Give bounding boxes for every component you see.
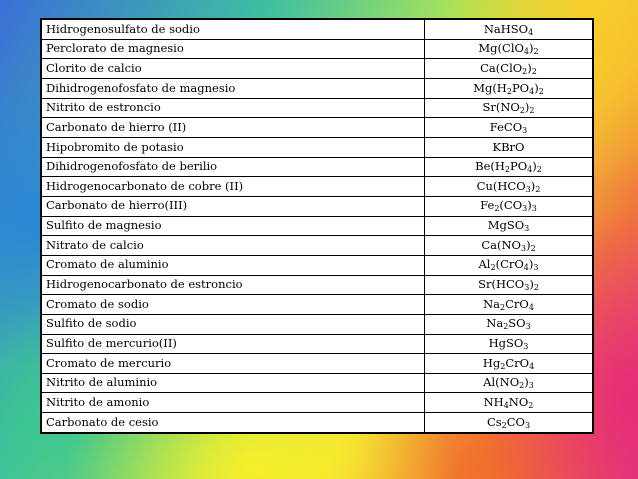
formula-subscript: 2 bbox=[538, 86, 544, 96]
compound-formula-cell bbox=[425, 78, 593, 98]
table-row bbox=[42, 334, 593, 354]
compound-name-cell: Dihidrogenofosfato de berilio bbox=[42, 157, 425, 177]
formula-subscript: 2 bbox=[519, 381, 525, 391]
compound-formula-cell bbox=[425, 334, 593, 354]
compound-formula-cell bbox=[425, 236, 593, 256]
formula-text: Al bbox=[478, 257, 491, 272]
table-row bbox=[42, 78, 593, 98]
compound-formula-cell bbox=[425, 177, 593, 197]
formula-text: SO bbox=[508, 316, 526, 331]
compound-formula-cell bbox=[425, 118, 593, 138]
formula-text: ) bbox=[528, 257, 534, 272]
formula-text: ) bbox=[532, 159, 537, 174]
formula-subscript: 4 bbox=[503, 401, 509, 411]
table-row bbox=[42, 216, 593, 236]
compounds-table-body bbox=[42, 20, 593, 433]
table-row bbox=[42, 393, 593, 413]
formula-subscript: 2 bbox=[490, 263, 496, 273]
formula-subscript: 2 bbox=[501, 420, 507, 430]
formula-subscript: 2 bbox=[530, 243, 536, 253]
formula-subscript: 4 bbox=[528, 27, 534, 37]
table-row bbox=[42, 413, 593, 433]
formula-subscript: 4 bbox=[528, 302, 534, 312]
formula-subscript: 2 bbox=[533, 47, 539, 57]
formula-text: ) bbox=[526, 237, 531, 252]
formula-text: CO bbox=[506, 414, 525, 429]
table-row bbox=[42, 354, 593, 374]
formula-subscript: 2 bbox=[535, 184, 541, 194]
compounds-table bbox=[41, 19, 593, 433]
table-row bbox=[42, 137, 593, 157]
formula-subscript: 3 bbox=[524, 224, 530, 234]
formula-text: Be(H bbox=[475, 159, 505, 174]
compound-name-cell: Sulfito de magnesio bbox=[42, 216, 425, 236]
formula-subscript: 3 bbox=[531, 204, 537, 214]
compound-name-cell: Nitrito de aluminio bbox=[42, 373, 425, 393]
formula-text: Fe bbox=[480, 198, 495, 213]
formula-subscript: 2 bbox=[506, 86, 512, 96]
formula-subscript: 3 bbox=[524, 283, 530, 293]
compound-formula-cell bbox=[425, 59, 593, 79]
formula-subscript: 2 bbox=[503, 322, 509, 332]
table-row bbox=[42, 314, 593, 334]
compound-name-cell: Hidrogenosulfato de sodio bbox=[42, 20, 425, 40]
table-row bbox=[42, 39, 593, 59]
compound-formula-cell bbox=[425, 295, 593, 315]
formula-text: Na bbox=[483, 296, 500, 311]
formula-text: HgSO bbox=[488, 336, 524, 351]
compound-name-cell: Sulfito de mercurio(II) bbox=[42, 334, 425, 354]
formula-subscript: 3 bbox=[522, 204, 528, 214]
formula-subscript: 2 bbox=[500, 302, 506, 312]
formula-text: Al(NO bbox=[483, 375, 520, 390]
formula-text: Sr(NO bbox=[482, 100, 520, 115]
formula-text: CrO bbox=[505, 296, 529, 311]
compound-formula-cell bbox=[425, 373, 593, 393]
formula-subscript: 4 bbox=[529, 361, 535, 371]
compound-formula-cell bbox=[425, 255, 593, 275]
compound-name-cell: Sulfito de sodio bbox=[42, 314, 425, 334]
compound-name-cell: Hidrogenocarbonato de cobre (II) bbox=[42, 177, 425, 197]
compound-name-cell: Carbonato de hierro(III) bbox=[42, 196, 425, 216]
compound-name-cell: Hipobromito de potasio bbox=[42, 137, 425, 157]
table-row bbox=[42, 20, 593, 40]
compound-name-cell: Hidrogenocarbonato de estroncio bbox=[42, 275, 425, 295]
formula-subscript: 3 bbox=[520, 243, 527, 253]
formula-text: NH bbox=[483, 395, 504, 410]
formula-text: Sr(HCO bbox=[478, 277, 525, 292]
formula-text: ) bbox=[529, 41, 534, 56]
formula-subscript: 2 bbox=[522, 66, 528, 76]
formula-text: KBrO bbox=[492, 139, 525, 154]
compound-name-cell: Cromato de mercurio bbox=[42, 354, 425, 374]
compound-formula-cell bbox=[425, 314, 593, 334]
formula-text: NaHSO bbox=[483, 21, 529, 36]
formula-text: ) bbox=[527, 198, 532, 213]
formula-subscript: 4 bbox=[527, 165, 533, 175]
formula-subscript: 3 bbox=[522, 125, 528, 135]
formula-subscript: 4 bbox=[523, 47, 530, 57]
formula-subscript: 2 bbox=[536, 165, 542, 175]
formula-subscript: 2 bbox=[529, 106, 535, 116]
compound-formula-cell bbox=[425, 20, 593, 40]
formula-text: Mg(ClO bbox=[478, 41, 524, 56]
compound-formula-cell bbox=[425, 157, 593, 177]
formula-text: Hg bbox=[482, 355, 501, 370]
table-row bbox=[42, 98, 593, 118]
formula-subscript: 2 bbox=[494, 204, 500, 214]
formula-text: Cs bbox=[486, 414, 502, 429]
formula-text: PO bbox=[510, 159, 528, 174]
formula-text: Ca(ClO bbox=[480, 60, 523, 75]
formula-subscript: 3 bbox=[525, 322, 531, 332]
compound-name-cell: Carbonato de hierro (II) bbox=[42, 118, 425, 138]
compound-formula-cell bbox=[425, 196, 593, 216]
compound-formula-cell bbox=[425, 137, 593, 157]
formula-subscript: 3 bbox=[533, 263, 539, 273]
formula-subscript: 3 bbox=[528, 381, 534, 391]
table-row bbox=[42, 236, 593, 256]
formula-subscript: 4 bbox=[529, 86, 535, 96]
table-row bbox=[42, 275, 593, 295]
formula-text: ) bbox=[530, 178, 536, 193]
formula-text: (CO bbox=[499, 198, 523, 213]
compound-formula-cell bbox=[425, 39, 593, 59]
compound-name-cell: Nitrato de calcio bbox=[42, 236, 425, 256]
formula-text: ) bbox=[524, 100, 530, 115]
compound-formula-cell bbox=[425, 354, 593, 374]
formula-text: NO bbox=[508, 395, 529, 410]
formula-text: Na bbox=[486, 316, 504, 331]
compound-name-cell: Clorito de calcio bbox=[42, 59, 425, 79]
table-row bbox=[42, 59, 593, 79]
compound-formula-cell bbox=[425, 275, 593, 295]
compound-name-cell: Cromato de sodio bbox=[42, 295, 425, 315]
compound-formula-cell bbox=[425, 98, 593, 118]
compound-formula-cell bbox=[425, 393, 593, 413]
formula-subscript: 3 bbox=[525, 184, 531, 194]
table-row bbox=[42, 373, 593, 393]
formula-subscript: 2 bbox=[533, 283, 539, 293]
compound-name-cell: Cromato de aluminio bbox=[42, 255, 425, 275]
table-row bbox=[42, 118, 593, 138]
formula-text: MgSO bbox=[487, 218, 525, 233]
compound-name-cell: Carbonato de cesio bbox=[42, 413, 425, 433]
table-row bbox=[42, 177, 593, 197]
compound-formula-cell bbox=[425, 413, 593, 433]
formula-text: ) bbox=[529, 277, 534, 292]
formula-subscript: 2 bbox=[531, 66, 537, 76]
formula-text: ) bbox=[524, 375, 529, 390]
formula-subscript: 3 bbox=[524, 420, 531, 430]
formula-subscript: 2 bbox=[528, 401, 534, 411]
formula-subscript: 4 bbox=[523, 263, 529, 273]
compounds-table-container bbox=[40, 18, 594, 434]
table-row bbox=[42, 157, 593, 177]
compound-name-cell: Nitrito de amonio bbox=[42, 393, 425, 413]
formula-subscript: 2 bbox=[500, 361, 506, 371]
formula-subscript: 3 bbox=[523, 342, 529, 352]
formula-text: Mg(H bbox=[473, 80, 507, 95]
compound-name-cell: Perclorato de magnesio bbox=[42, 39, 425, 59]
formula-text: ) bbox=[534, 80, 539, 95]
formula-text: (CrO bbox=[495, 257, 524, 272]
formula-text: Ca(NO bbox=[481, 237, 521, 252]
formula-text: CrO bbox=[505, 355, 530, 370]
formula-text: FeCO bbox=[489, 119, 523, 134]
table-row bbox=[42, 295, 593, 315]
formula-text: PO bbox=[511, 80, 530, 95]
compound-formula-cell bbox=[425, 216, 593, 236]
formula-text: Cu(HCO bbox=[476, 178, 526, 193]
formula-subscript: 2 bbox=[519, 106, 525, 116]
compound-name-cell: Nitrito de estroncio bbox=[42, 98, 425, 118]
formula-text: ) bbox=[527, 60, 532, 75]
compound-name-cell: Dihidrogenofosfato de magnesio bbox=[42, 78, 425, 98]
table-row bbox=[42, 196, 593, 216]
table-row bbox=[42, 255, 593, 275]
formula-subscript: 2 bbox=[504, 165, 510, 175]
